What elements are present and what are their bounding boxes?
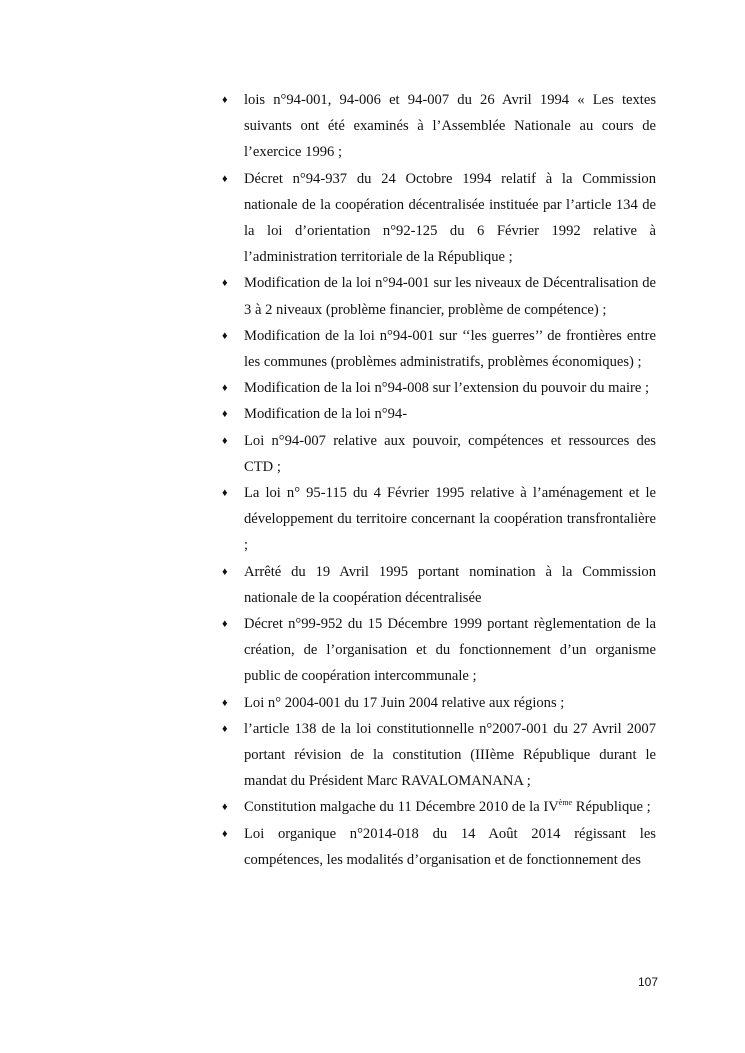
list-item [222, 87, 656, 166]
diamond-bullet-icon: ♦ [222, 487, 228, 500]
legal-texts-list [222, 87, 656, 873]
list-item [222, 716, 656, 795]
list-item [222, 559, 656, 611]
list-item-text: Modification de la loi n°94- [244, 406, 408, 423]
list-item-text: Modification de la loi n°94-008 sur l’extension du pouvoir du maire ; [244, 380, 650, 397]
diamond-bullet-icon: ♦ [222, 329, 228, 342]
diamond-bullet-icon: ♦ [222, 172, 228, 185]
document-body [222, 87, 656, 873]
list-item [222, 270, 656, 322]
list-item-text: La loi n° 95-115 du 4 Février 1995 relative à l’aménagement et le développement du territoire concernant la coopération transfrontalière ; [244, 485, 656, 554]
diamond-bullet-icon: ♦ [222, 801, 228, 814]
page-number: 107 [637, 975, 658, 989]
list-item-text: Modification de la loi n°94-001 sur ‘‘les guerres’’ de frontières entre les communes (problèmes administratifs, problèmes économiques) ; [244, 327, 656, 371]
list-item-text: Loi organique n°2014-018 du 14 Août 2014 régissant les compétences, les modalités d’organisation et de fonctionnement des [244, 825, 656, 868]
list-item [222, 323, 656, 375]
list-item [222, 690, 656, 716]
list-item [222, 166, 656, 271]
list-item-text-main: Constitution malgache du 11 Décembre 2010 de la IV [244, 799, 559, 816]
list-item [222, 375, 656, 401]
list-item-text [244, 799, 651, 815]
diamond-bullet-icon: ♦ [222, 565, 228, 578]
diamond-bullet-icon: ♦ [222, 277, 228, 290]
list-item-text: lois n°94-001, 94-006 et 94-007 du 26 Avril 1994 « Les textes suivants ont été examinés à l’Assemblée Nationale au cours de l’exercice 1996 ; [244, 92, 656, 161]
list-item-text: Modification de la loi n°94-001 sur les niveaux de Décentralisation de 3 à 2 niveaux (problème financier, problème de compétence) ; [244, 275, 656, 318]
list-item [222, 794, 656, 820]
diamond-bullet-icon: ♦ [222, 408, 228, 421]
list-item-text: Arrêté du 19 Avril 1995 portant nomination à la Commission nationale de la coopération décentralisée [244, 563, 656, 606]
list-item-text: Décret n°99-952 du 15 Décembre 1999 portant règlementation de la création, de l’organisation et du fonctionnement d’un organisme public de coopération intercommunale ; [244, 616, 656, 685]
list-item-text: Loi n° 2004-001 du 17 Juin 2004 relative aux régions ; [244, 694, 565, 711]
diamond-bullet-icon: ♦ [222, 827, 228, 840]
list-item [222, 611, 656, 690]
list-item-text-end: République ; [572, 799, 651, 816]
ordinal-superscript: ème [558, 798, 573, 808]
diamond-bullet-icon: ♦ [222, 382, 228, 395]
diamond-bullet-icon: ♦ [222, 94, 228, 106]
list-item [222, 401, 656, 427]
list-item [222, 821, 656, 873]
diamond-bullet-icon: ♦ [222, 696, 228, 709]
list-item-text: Décret n°94-937 du 24 Octobre 1994 relatif à la Commission nationale de la coopération décentralisée instituée par l’article 134 de la loi d’orientation n°92-125 du 6 Février 1992 relative à l’administration territoriale de la République ; [244, 170, 656, 266]
list-item-text: l’article 138 de la loi constitutionnelle n°2007-001 du 27 Avril 2007 portant révision de la constitution (IIIème République durant le mandat du Président Marc RAVALOMANANA ; [244, 720, 656, 790]
list-item [222, 428, 656, 480]
diamond-bullet-icon: ♦ [222, 434, 228, 447]
diamond-bullet-icon: ♦ [222, 618, 228, 631]
diamond-bullet-icon: ♦ [222, 722, 228, 735]
list-item-text: Loi n°94-007 relative aux pouvoir, compétences et ressources des CTD ; [244, 432, 656, 475]
list-item [222, 480, 656, 559]
